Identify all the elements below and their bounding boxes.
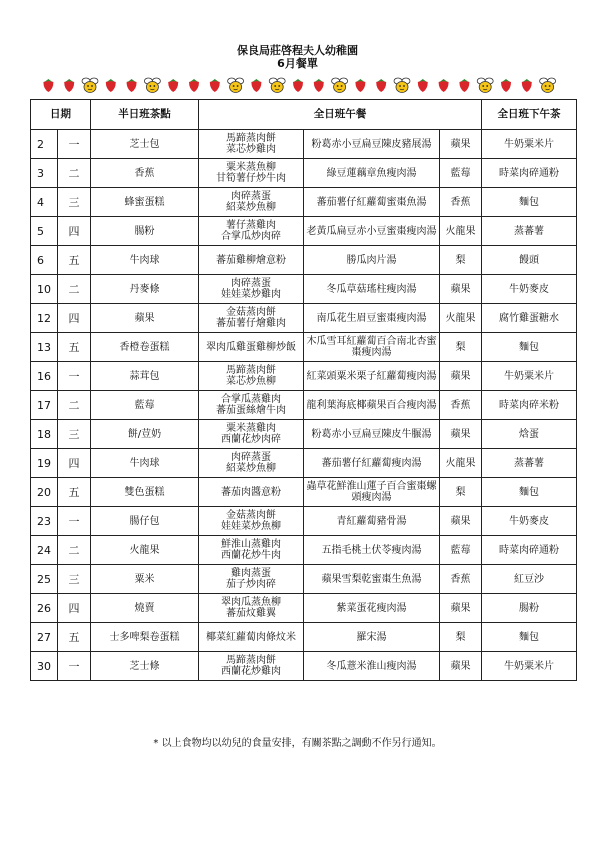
cell-lunch-fruit: 藍莓: [440, 536, 482, 565]
cell-lunch-fruit: 蘋果: [440, 507, 482, 536]
menu-row: [31, 333, 577, 362]
menu-row: [31, 623, 577, 652]
cell-half-day-snack: 腸粉: [91, 217, 199, 246]
footnote: * 以上食物均以幼兒的食量安排，有關茶點之調動不作另行通知。: [153, 738, 442, 749]
menu-row: [31, 449, 577, 478]
cell-lunch-main: 粟米蒸雞肉 西蘭花炒肉碎: [199, 420, 304, 449]
cell-lunch-soup: 南瓜花生眉豆蜜棗瘦肉湯: [304, 304, 440, 333]
cell-afternoon-tea: 時菜肉碎米粉: [482, 391, 577, 420]
cell-lunch-main: 鮮淮山蒸雞肉 西蘭花炒牛肉: [199, 536, 304, 565]
cell-lunch-soup: 蕃茄薯仔紅蘿蔔蜜棗魚湯: [304, 188, 440, 217]
cell-half-day-snack: 蒜茸包: [91, 362, 199, 391]
cell-afternoon-tea: 腸粉: [482, 594, 577, 623]
cell-date: 10: [31, 275, 58, 304]
cell-lunch-main: 肉碎蒸蛋 娃娃菜炒雞肉: [199, 275, 304, 304]
cell-date: 4: [31, 188, 58, 217]
cell-lunch-main: 馬蹄蒸肉餅 西蘭花炒雞肉: [199, 652, 304, 681]
cell-half-day-snack: 餅/荳奶: [91, 420, 199, 449]
cell-lunch-soup: 羅宋湯: [304, 623, 440, 652]
strawberry-icon: [376, 79, 386, 92]
cell-lunch-main: 合掌瓜蒸雞肉 蕃茄蛋絲燴牛肉: [199, 391, 304, 420]
cell-lunch-main: 粟米蒸魚柳 甘筍薯仔炒牛肉: [199, 159, 304, 188]
menu-row: [31, 391, 577, 420]
header-row: [31, 100, 577, 130]
cell-lunch-fruit: 藍莓: [440, 159, 482, 188]
header-date: 日期: [31, 100, 91, 130]
cell-lunch-soup: 蘋果雪梨乾蜜棗生魚湯: [304, 565, 440, 594]
cell-date: 6: [31, 246, 58, 275]
cell-lunch-soup: 勝瓜肉片湯: [304, 246, 440, 275]
cell-weekday: 一: [58, 130, 91, 159]
menu-row: [31, 246, 577, 275]
cell-half-day-snack: 雙色蛋糕: [91, 478, 199, 507]
cell-lunch-fruit: 蘋果: [440, 130, 482, 159]
cell-lunch-soup: 蕃茄薯仔紅蘿蔔瘦肉湯: [304, 449, 440, 478]
cell-weekday: 五: [58, 333, 91, 362]
cell-lunch-soup: 冬瓜草菇瑤柱瘦肉湯: [304, 275, 440, 304]
cell-lunch-main: 雞肉蒸蛋 茄子炒肉碎: [199, 565, 304, 594]
menu-row: [31, 362, 577, 391]
cell-lunch-main: 肉碎蒸蛋 紹菜炒魚柳: [199, 449, 304, 478]
menu-row: [31, 304, 577, 333]
cell-weekday: 三: [58, 420, 91, 449]
cell-date: 24: [31, 536, 58, 565]
cell-lunch-fruit: 梨: [440, 246, 482, 275]
cell-weekday: 三: [58, 188, 91, 217]
cell-half-day-snack: 牛肉球: [91, 449, 199, 478]
cell-lunch-main: 蕃茄肉醬意粉: [199, 478, 304, 507]
cell-lunch-fruit: 香蕉: [440, 391, 482, 420]
cell-lunch-main: 肉碎蒸蛋 紹菜炒魚柳: [199, 188, 304, 217]
cell-afternoon-tea: 牛奶粟米片: [482, 362, 577, 391]
menu-row: [31, 217, 577, 246]
bee-icon: [269, 78, 285, 93]
strawberry-icon: [501, 79, 511, 92]
menu-row: [31, 275, 577, 304]
strawberry-icon: [189, 79, 199, 92]
strawberry-icon: [293, 79, 303, 92]
menu-month-title: 6月餐單: [277, 57, 318, 70]
cell-afternoon-tea: 腐竹雞蛋糖水: [482, 304, 577, 333]
cell-lunch-main: 馬蹄蒸肉餅 菜芯炒魚柳: [199, 362, 304, 391]
cell-lunch-fruit: 梨: [440, 478, 482, 507]
header-half-day-snack: 半日班茶點: [91, 100, 199, 130]
cell-lunch-soup: 冬瓜薏米淮山瘦肉湯: [304, 652, 440, 681]
cell-lunch-soup: 龍利葉海底椰蘋果百合瘦肉湯: [304, 391, 440, 420]
cell-date: 26: [31, 594, 58, 623]
cell-lunch-main: 馬蹄蒸肉餅 菜芯炒雞肉: [199, 130, 304, 159]
cell-half-day-snack: 粟米: [91, 565, 199, 594]
header-lunch: 全日班午餐: [199, 100, 482, 130]
strawberry-icon: [43, 79, 53, 92]
cell-date: 30: [31, 652, 58, 681]
cell-lunch-fruit: 蘋果: [440, 420, 482, 449]
strawberry-bee-border: [38, 76, 558, 94]
cell-half-day-snack: 腸仔包: [91, 507, 199, 536]
cell-afternoon-tea: 麵包: [482, 478, 577, 507]
cell-half-day-snack: 牛肉球: [91, 246, 199, 275]
cell-afternoon-tea: 牛奶粟米片: [482, 130, 577, 159]
cell-date: 3: [31, 159, 58, 188]
cell-date: 20: [31, 478, 58, 507]
bee-icon: [228, 78, 244, 93]
cell-weekday: 四: [58, 304, 91, 333]
cell-date: 17: [31, 391, 58, 420]
cell-date: 5: [31, 217, 58, 246]
cell-half-day-snack: 香蕉: [91, 159, 199, 188]
bee-icon: [540, 78, 556, 93]
cell-date: 16: [31, 362, 58, 391]
cell-weekday: 二: [58, 275, 91, 304]
cell-lunch-main: 椰菜紅蘿蔔肉條炆米: [199, 623, 304, 652]
cell-weekday: 二: [58, 391, 91, 420]
cell-half-day-snack: 丹麥條: [91, 275, 199, 304]
cell-weekday: 二: [58, 536, 91, 565]
menu-row: [31, 420, 577, 449]
menu-row: [31, 536, 577, 565]
school-name: 保良局莊啓程夫人幼稚園: [237, 44, 358, 57]
cell-lunch-fruit: 蘋果: [440, 362, 482, 391]
cell-weekday: 二: [58, 159, 91, 188]
cell-lunch-soup: 紫菜蛋花瘦肉湯: [304, 594, 440, 623]
cell-afternoon-tea: 牛奶麥皮: [482, 507, 577, 536]
menu-row: [31, 188, 577, 217]
cell-afternoon-tea: 焓蛋: [482, 420, 577, 449]
cell-afternoon-tea: 麵包: [482, 188, 577, 217]
cell-half-day-snack: 香橙卷蛋糕: [91, 333, 199, 362]
cell-weekday: 四: [58, 217, 91, 246]
cell-weekday: 三: [58, 565, 91, 594]
cell-afternoon-tea: 時菜肉碎通粉: [482, 536, 577, 565]
cell-lunch-fruit: 香蕉: [440, 565, 482, 594]
cell-lunch-main: 金菇蒸肉餅 娃娃菜炒魚柳: [199, 507, 304, 536]
cell-afternoon-tea: 時菜肉碎通粉: [482, 159, 577, 188]
menu-row: [31, 507, 577, 536]
cell-half-day-snack: 火龍果: [91, 536, 199, 565]
cell-afternoon-tea: 蒸蕃薯: [482, 217, 577, 246]
bee-icon: [477, 78, 493, 93]
cell-half-day-snack: 芝士條: [91, 652, 199, 681]
menu-row: [31, 130, 577, 159]
cell-lunch-fruit: 蘋果: [440, 652, 482, 681]
cell-afternoon-tea: 饅頭: [482, 246, 577, 275]
cell-lunch-main: 蕃茄雞柳燴意粉: [199, 246, 304, 275]
cell-lunch-soup: 青紅蘿蔔豬骨湯: [304, 507, 440, 536]
menu-row: [31, 478, 577, 507]
cell-date: 2: [31, 130, 58, 159]
strawberry-icon: [127, 79, 137, 92]
cell-half-day-snack: 藍莓: [91, 391, 199, 420]
strawberry-icon: [522, 79, 532, 92]
cell-lunch-fruit: 火龍果: [440, 217, 482, 246]
cell-weekday: 一: [58, 507, 91, 536]
strawberry-icon: [439, 79, 449, 92]
menu-row: [31, 159, 577, 188]
cell-lunch-fruit: 梨: [440, 623, 482, 652]
cell-weekday: 四: [58, 594, 91, 623]
cell-weekday: 四: [58, 449, 91, 478]
strawberry-icon: [210, 79, 220, 92]
strawberry-icon: [64, 79, 74, 92]
cell-date: 19: [31, 449, 58, 478]
bee-icon: [144, 78, 160, 93]
cell-lunch-fruit: 香蕉: [440, 188, 482, 217]
cell-weekday: 五: [58, 623, 91, 652]
cell-afternoon-tea: 蒸蕃薯: [482, 449, 577, 478]
strawberry-icon: [459, 79, 469, 92]
cell-date: 23: [31, 507, 58, 536]
cell-half-day-snack: 燒賣: [91, 594, 199, 623]
cell-date: 13: [31, 333, 58, 362]
cell-date: 27: [31, 623, 58, 652]
strawberry-icon: [355, 79, 365, 92]
cell-weekday: 五: [58, 478, 91, 507]
menu-table: [30, 99, 577, 681]
cell-afternoon-tea: 麵包: [482, 623, 577, 652]
cell-date: 12: [31, 304, 58, 333]
strawberry-icon: [168, 79, 178, 92]
cell-half-day-snack: 蜂蜜蛋糕: [91, 188, 199, 217]
cell-lunch-soup: 蟲草花鮮淮山蓮子百合蜜棗螺頭瘦肉湯: [304, 478, 440, 507]
cell-afternoon-tea: 紅豆沙: [482, 565, 577, 594]
cell-weekday: 一: [58, 652, 91, 681]
cell-lunch-fruit: 火龍果: [440, 304, 482, 333]
cell-lunch-soup: 老黃瓜扁豆赤小豆蜜棗瘦肉湯: [304, 217, 440, 246]
cell-afternoon-tea: 麵包: [482, 333, 577, 362]
cell-lunch-fruit: 蘋果: [440, 594, 482, 623]
strawberry-icon: [106, 79, 116, 92]
cell-afternoon-tea: 牛奶麥皮: [482, 275, 577, 304]
cell-weekday: 一: [58, 362, 91, 391]
cell-lunch-soup: 五指毛桃土伏苓瘦肉湯: [304, 536, 440, 565]
cell-lunch-soup: 紅菜頭粟米栗子紅蘿蔔瘦肉湯: [304, 362, 440, 391]
header-afternoon-tea: 全日班下午茶: [482, 100, 577, 130]
cell-lunch-soup: 粉葛赤小豆扁豆陳皮牛𦟌湯: [304, 420, 440, 449]
cell-date: 25: [31, 565, 58, 594]
cell-half-day-snack: 芝士包: [91, 130, 199, 159]
bee-icon: [332, 78, 348, 93]
cell-date: 18: [31, 420, 58, 449]
strawberry-icon: [418, 79, 428, 92]
cell-lunch-main: 薯仔蒸雞肉 合掌瓜炒肉碎: [199, 217, 304, 246]
cell-lunch-fruit: 梨: [440, 333, 482, 362]
cell-lunch-soup: 粉葛赤小豆扁豆陳皮豬展湯: [304, 130, 440, 159]
cell-lunch-soup: 綠豆蓮藕章魚瘦肉湯: [304, 159, 440, 188]
cell-lunch-main: 金菇蒸肉餅 蕃茄薯仔燴雞肉: [199, 304, 304, 333]
cell-lunch-fruit: 火龍果: [440, 449, 482, 478]
strawberry-icon: [251, 79, 261, 92]
menu-row: [31, 652, 577, 681]
bee-icon: [82, 78, 98, 93]
cell-half-day-snack: 蘋果: [91, 304, 199, 333]
cell-lunch-fruit: 蘋果: [440, 275, 482, 304]
strawberry-icon: [314, 79, 324, 92]
cell-lunch-main: 翠肉瓜蒸魚柳 蕃茄炆雞翼: [199, 594, 304, 623]
cell-afternoon-tea: 牛奶粟米片: [482, 652, 577, 681]
menu-row: [31, 565, 577, 594]
cell-lunch-main: 翠肉瓜雞蛋雞柳炒飯: [199, 333, 304, 362]
cell-lunch-soup: 木瓜雪耳紅蘿蔔百合南北杏蜜棗瘦肉湯: [304, 333, 440, 362]
cell-weekday: 五: [58, 246, 91, 275]
cell-half-day-snack: 士多啤梨卷蛋糕: [91, 623, 199, 652]
menu-row: [31, 594, 577, 623]
bee-icon: [394, 78, 410, 93]
